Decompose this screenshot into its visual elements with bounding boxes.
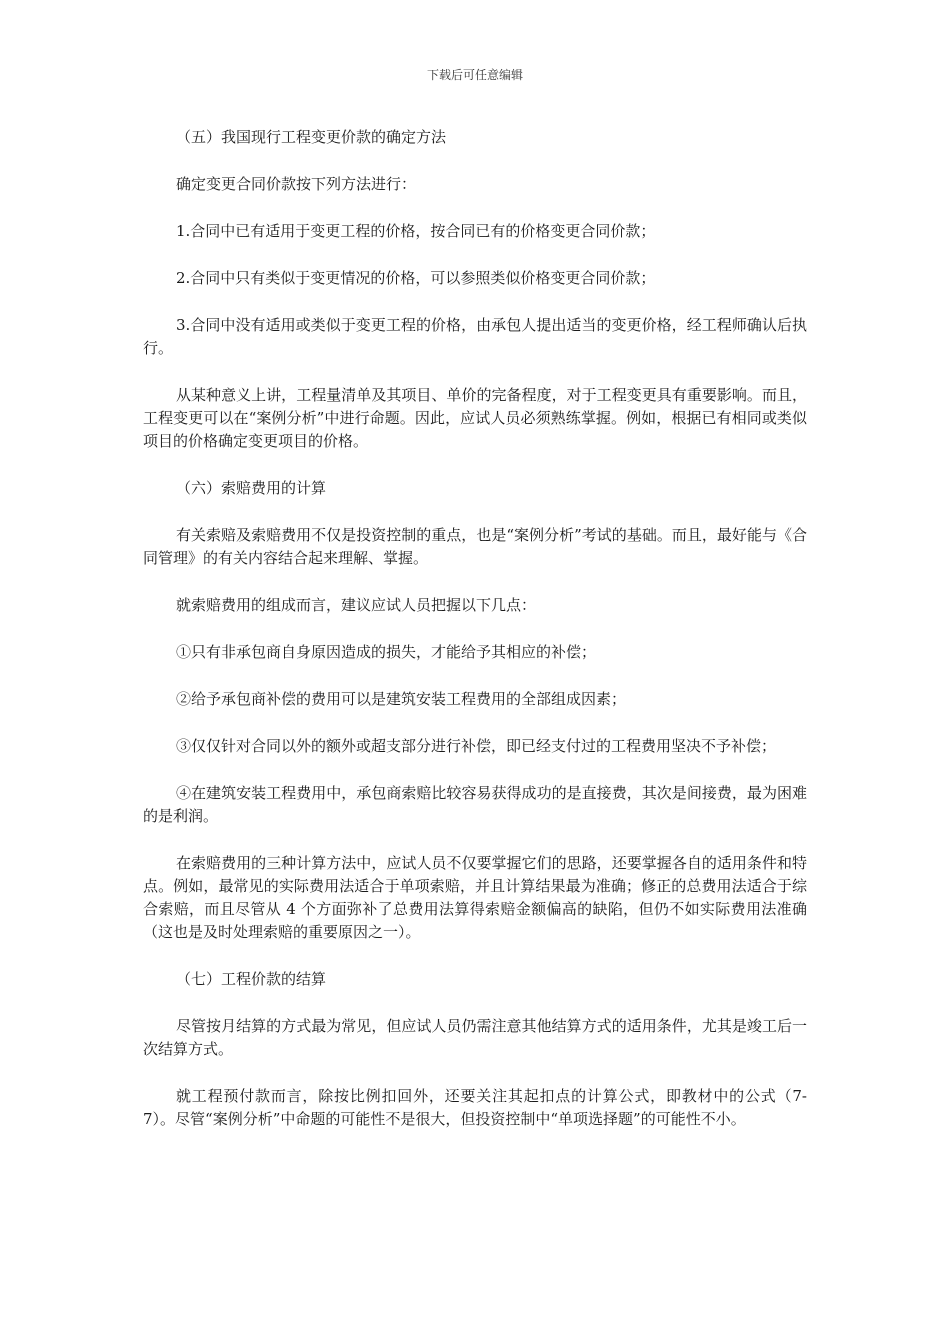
section-heading-5: （五）我国现行工程变更价款的确定方法 bbox=[176, 128, 447, 146]
list-item-point-1: ①只有非承包商自身原因造成的损失，才能给予其相应的补偿； bbox=[176, 643, 597, 661]
paragraph: 从某种意义上讲，工程量清单及其项目、单价的完备程度，对于工程变更具有重要影响。而且，工程变更可以在“案例分析”中进行命题。因此，应试人员必须熟练掌握。例如，根据已有相同或类似项目的价格确定变更项目的价格。 bbox=[143, 386, 807, 450]
list-item-point-2: ②给予承包商补偿的费用可以是建筑安装工程费用的全部组成因素； bbox=[176, 690, 627, 708]
document-body bbox=[143, 126, 807, 1155]
list-item-method-3: 3.合同中没有适用或类似于变更工程的价格，由承包人提出适当的变更价格，经工程师确认后执行。 bbox=[143, 316, 807, 357]
list-item-method-1: 1.合同中已有适用于变更工程的价格，按合同已有的价格变更合同价款； bbox=[176, 222, 656, 240]
section-heading-6: （六）索赔费用的计算 bbox=[176, 479, 327, 497]
paragraph: 确定变更合同价款按下列方法进行： bbox=[176, 175, 417, 193]
section-heading-7: （七）工程价款的结算 bbox=[176, 970, 327, 988]
page-header-note: 下载后可任意编辑 bbox=[426, 68, 523, 82]
paragraph: 有关索赔及索赔费用不仅是投资控制的重点，也是“案例分析”考试的基础。而且，最好能与《合同管理》的有关内容结合起来理解、掌握。 bbox=[143, 526, 807, 567]
paragraph: 在索赔费用的三种计算方法中，应试人员不仅要掌握它们的思路，还要掌握各自的适用条件和特点。例如，最常见的实际费用法适合于单项索赔，并且计算结果最为准确；修正的总费用法适合于综合索赔，而且尽管从 4 个方面弥补了总费用法算得索赔金额偏高的缺陷，但仍不如实际费用法准确（这也是及时处理索赔的重要原因之一）。 bbox=[143, 854, 807, 941]
paragraph: 就索赔费用的组成而言，建议应试人员把握以下几点： bbox=[176, 596, 537, 614]
list-item-method-2: 2.合同中只有类似于变更情况的价格，可以参照类似价格变更合同价款； bbox=[176, 269, 656, 287]
list-item-point-3: ③仅仅针对合同以外的额外或超支部分进行补偿，即已经支付过的工程费用坚决不予补偿； bbox=[176, 737, 777, 755]
list-item-point-4: ④在建筑安装工程费用中，承包商索赔比较容易获得成功的是直接费，其次是间接费，最为困难的是利润。 bbox=[143, 784, 807, 825]
paragraph: 尽管按月结算的方式最为常见，但应试人员仍需注意其他结算方式的适用条件，尤其是竣工后一次结算方式。 bbox=[143, 1017, 807, 1058]
paragraph: 就工程预付款而言，除按比例扣回外，还要关注其起扣点的计算公式，即教材中的公式（7-7）。尽管“案例分析”中命题的可能性不是很大，但投资控制中“单项选择题”的可能性不小。 bbox=[143, 1087, 807, 1128]
